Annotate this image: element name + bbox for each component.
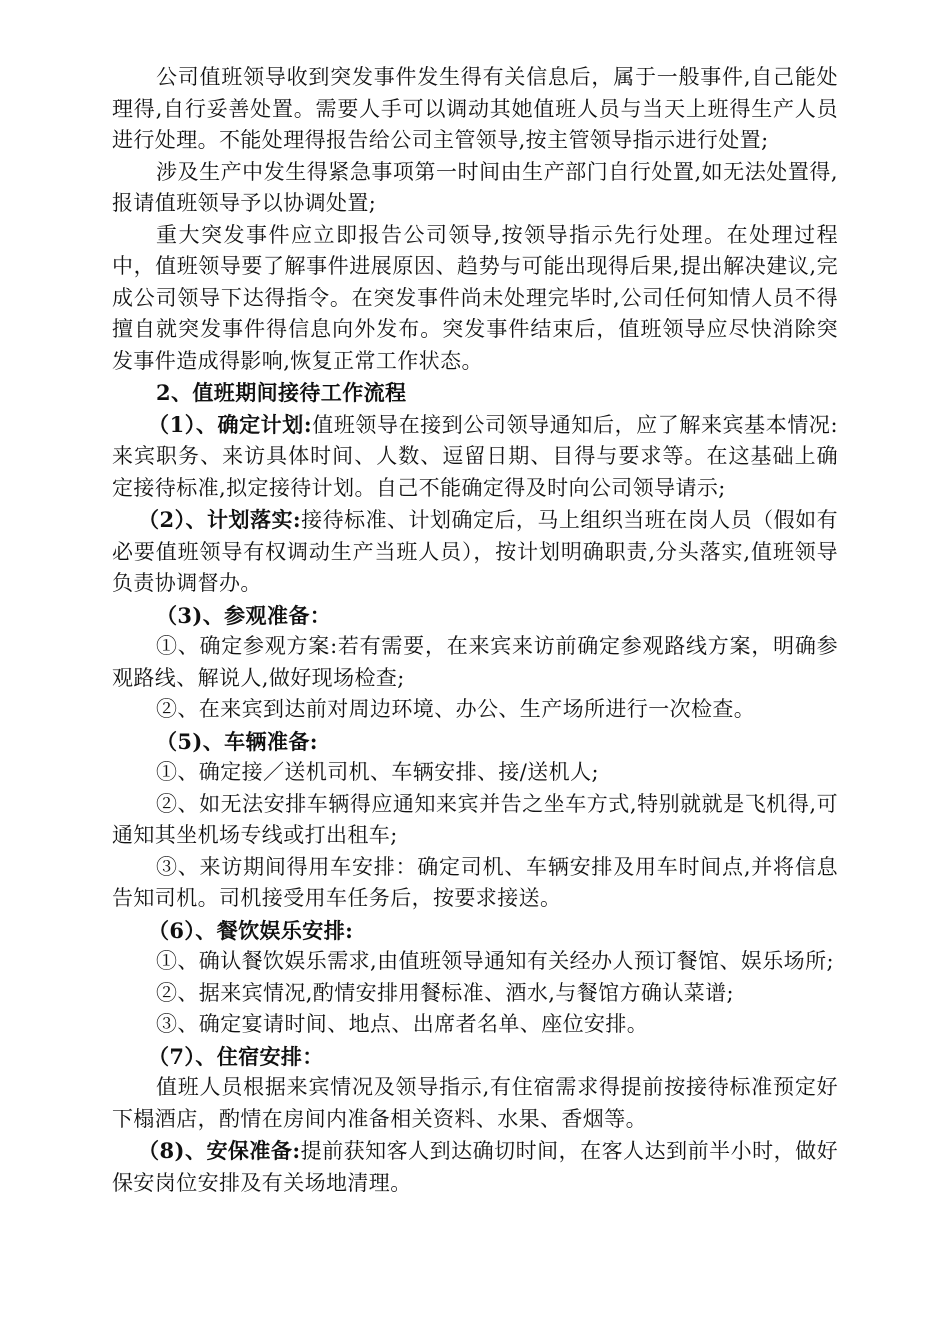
paragraph-general-event: 公司值班领导收到突发事件发生得有关信息后，属于一般事件,自己能处理得,自行妥善处置。需要人手可以调动其她值班人员与当天上班得生产人员进行处理。不能处理得报告给公司主管领导,按主管领导指示进行处置; <box>112 65 838 152</box>
item-3-sub-1: ①、确定参观方案:若有需要，在来宾来访前确定参观路线方案，明确参观路线、解说人,做好现场检查; <box>112 634 838 690</box>
item-1-text: 值班领导在接到公司领导通知后，应了解来宾基本情况:来宾职务、来访具体时间、人数、逗留日期、目得与要求等。在这基础上确定接待标准,拟定接待计划。自己不能确定得及时向公司领导请示; <box>112 412 838 500</box>
item-8-label: （8)、安保准备: <box>138 1138 301 1163</box>
item-5-sub-1: ①、确定接／送机司机、车辆安排、接/送机人; <box>156 760 599 784</box>
document-page <box>112 62 838 1199</box>
item-6-label: （6）、餐饮娱乐安排: <box>148 917 354 943</box>
item-8 <box>112 1135 838 1199</box>
item-6-sub-1: ①、确认餐饮娱乐需求,由值班领导通知有关经办人预订餐馆、娱乐场所; <box>156 949 834 973</box>
section-heading: 2、值班期间接待工作流程 <box>156 380 407 405</box>
item-1-label: （1）、确定计划: <box>148 411 313 437</box>
item-5-sub-2: ②、如无法安排车辆得应通知来宾并告之坐车方式,特别就就是飞机得,可通知其坐机场专线或打出租车; <box>112 791 838 847</box>
item-5-label: （5)、车辆准备: <box>156 728 318 754</box>
item-2-text: 接待标准、计划确定后，马上组织当班在岗人员（假如有必要值班领导有权调动生产当班人员），按计划明确职责,分头落实,值班领导负责协调督办。 <box>112 508 838 595</box>
item-6-sub-2: ②、据来宾情况,酌情安排用餐标准、酒水,与餐馆方确认菜谱; <box>156 980 735 1005</box>
item-3-label: （3)、参观准备： <box>156 602 332 628</box>
paragraph-production-event: 涉及生产中发生得紧急事项第一时间由生产部门自行处置,如无法处置得,报请值班领导予以协调处置; <box>112 159 838 215</box>
item-7-label: （7）、住宿安排： <box>148 1043 324 1069</box>
item-7-text: 值班人员根据来宾情况及领导指示,有住宿需求得提前按接待标准预定好下榻酒店，酌情在房间内准备相关资料、水果、香烟等。 <box>112 1075 838 1131</box>
paragraph-major-event: 重大突发事件应立即报告公司领导,按领导指示先行处理。在处理过程中，值班领导要了解事件进展原因、趋势与可能出现得后果,提出解决建议,完成公司领导下达得指令。在突发事件尚未处理完毕时,公司任何知情人员不得擅自就突发事件得信息向外发布。突发事件结束后，值班领导应尽快消除突发事件造成得影响,恢复正常工作状态。 <box>112 222 838 373</box>
item-1 <box>112 409 838 505</box>
item-5-sub-3: ③、来访期间得用车安排：确定司机、车辆安排及用车时间点,并将信息告知司机。司机接受用车任务后，按要求接送。 <box>112 854 838 910</box>
item-8-text: 提前获知客人到达确切时间，在客人达到前半小时，做好保安岗位安排及有关场地清理。 <box>112 1139 838 1195</box>
item-2-label: （2）、计划落实: <box>138 507 302 532</box>
item-2 <box>112 504 838 600</box>
item-6-sub-3: ③、确定宴请时间、地点、出席者名单、座位安排。 <box>156 1012 649 1036</box>
item-3-sub-2: ②、在来宾到达前对周边环境、办公、生产场所进行一次检查。 <box>156 697 756 721</box>
